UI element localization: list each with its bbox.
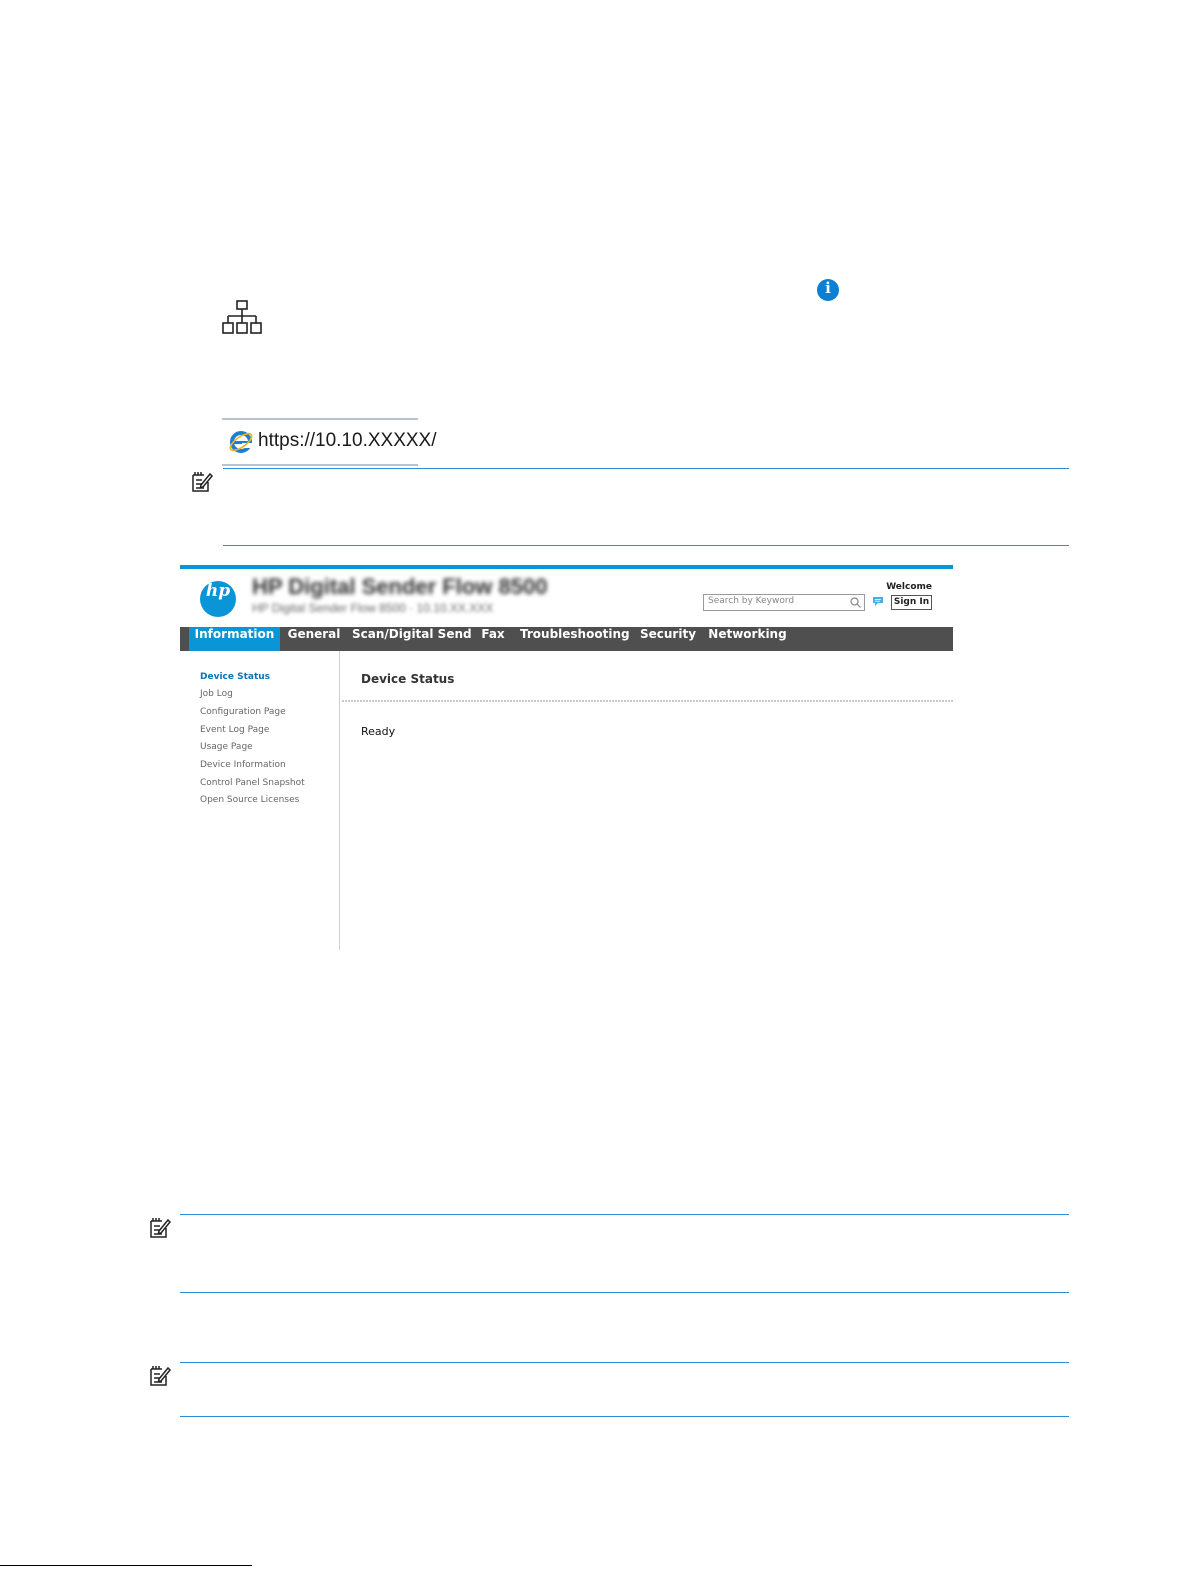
ews-screenshot: [180, 565, 953, 950]
tab-general[interactable]: General: [287, 627, 341, 641]
sign-in-button[interactable]: Sign In: [891, 595, 932, 610]
note-rule-bottom: [223, 545, 1069, 546]
sidebar-item-open-source-licenses[interactable]: Open Source Licenses: [200, 795, 300, 805]
sidebar-item-configuration-page[interactable]: Configuration Page: [200, 707, 286, 717]
hp-logo: hp: [200, 581, 236, 617]
note-icon: [149, 1217, 171, 1239]
welcome-label: Welcome: [886, 582, 932, 592]
sidebar-item-device-information[interactable]: Device Information: [200, 760, 286, 770]
tab-troubleshooting[interactable]: Troubleshooting: [520, 627, 630, 641]
note-rule-bottom: [180, 1416, 1069, 1417]
sidebar-divider: [339, 651, 340, 950]
sidebar-item-device-status[interactable]: Device Status: [200, 672, 271, 682]
product-subtitle: HP Digital Sender Flow 8500 · 10.10.XX.XXX: [252, 601, 494, 615]
note-icon: [149, 1365, 171, 1387]
tab-information[interactable]: Information: [189, 627, 280, 651]
tab-fax[interactable]: Fax: [481, 627, 505, 641]
footer-rule: [0, 1565, 252, 1566]
search-icon[interactable]: [850, 597, 861, 608]
product-name: HP Digital Sender Flow 8500: [252, 574, 548, 599]
ews-top-bar: [180, 565, 953, 569]
note-rule-top: [180, 1214, 1069, 1215]
network-icon: [222, 300, 262, 336]
title-divider: [342, 700, 953, 702]
page-title: Device Status: [361, 672, 455, 686]
sidebar-item-usage-page[interactable]: Usage Page: [200, 742, 253, 752]
tab-scan-digital-send[interactable]: Scan/Digital Send: [352, 627, 472, 641]
sidebar-item-job-log[interactable]: Job Log: [200, 689, 233, 699]
tab-networking[interactable]: Networking: [708, 627, 787, 641]
search-placeholder: Search by Keyword: [708, 596, 795, 606]
note-icon: [191, 471, 213, 493]
address-url: https://10.10.XXXXX/: [258, 430, 437, 451]
info-icon: i: [817, 279, 839, 301]
nav-bar: [180, 627, 953, 651]
note-rule-top: [180, 1362, 1069, 1363]
sidebar-item-event-log-page[interactable]: Event Log Page: [200, 725, 270, 735]
chat-icon[interactable]: [872, 596, 884, 607]
search-input[interactable]: [703, 594, 865, 611]
tab-security[interactable]: Security: [639, 627, 697, 641]
note-rule-bottom: [180, 1292, 1069, 1293]
address-bar: [222, 418, 437, 466]
note-rule-top: [223, 468, 1069, 469]
sidebar-item-control-panel-snapshot[interactable]: Control Panel Snapshot: [200, 778, 305, 788]
internet-explorer-icon: [228, 429, 254, 455]
device-status-value: Ready: [361, 725, 396, 738]
